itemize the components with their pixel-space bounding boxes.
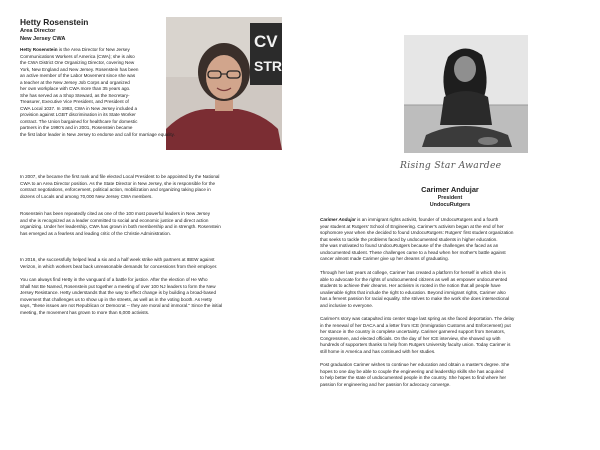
hetty-bio-line: a teacher at the New Jersey Job Corps and organized <box>20 79 130 85</box>
hetty-paragraph-line: contract negotiations, enforcement, political action, mobilization and organizing taking place in <box>20 187 211 192</box>
carimer-andujar-photo <box>404 35 528 153</box>
hetty-bio-line: the first labor leader in New Jersey to endorse and call for marriage equality. <box>20 131 175 137</box>
hetty-rosenstein-photo <box>166 17 282 150</box>
hetty-bio-line: an active member of the Labor Movement since she was <box>20 73 136 78</box>
carimer-paragraph-line: to help better the state of undocumented people in the country. She hopes to find where her <box>320 375 507 380</box>
carimer-paragraph-line: unalienable rights that include the right to education. Beyond immigrant rights, Carimer also <box>320 289 506 295</box>
carimer-paragraph-line: year student at Rutgers' School of Engineering. Carimer's activism began at the end of her <box>320 223 504 229</box>
hetty-bio-line: York, New England and New Jersey. Rosenstein has been <box>20 66 139 72</box>
carimer-paragraph-line: and inclusive to everyone. <box>320 302 374 308</box>
hetty-bio-line: her own workplace with CWA more than 35 years ago. <box>20 86 131 91</box>
carimer-paragraph-line: that seeks to tackle the problems faced by undocumented students in higher education. <box>320 236 498 242</box>
hetty-bio-line: Hetty Rosenstein is the Area Director for New Jersey <box>20 47 130 52</box>
hetty-bio-line: Treasurer, Executive Vice President, and President of <box>20 99 129 104</box>
portrait-image <box>404 35 528 153</box>
carimer-paragraph-line: hopes to one day be able to couple the engineering and leadership skills she has acquired <box>320 368 504 374</box>
awardee-role: President <box>437 195 463 201</box>
bio-lead-name: Carimer Andujar <box>320 217 356 222</box>
honoree-title: Area Director <box>20 28 56 34</box>
hetty-paragraph-line: organizing. Under her leadership, CWA has grown in both membership and in strength. Rosenstein <box>20 224 221 229</box>
hetty-paragraph-line: Rosenstein has been repeatedly cited as one of the 100 most powerful leaders in New Jersey <box>20 211 210 216</box>
carimer-paragraph-line: Carimer Andujar is an immigrant rights activist, founder of UndocuRutgers and a fourth <box>320 217 499 222</box>
hetty-paragraph-line: Jersey Resistance. Hetty understands that the way to effect change is by building a broad-based <box>20 290 217 295</box>
carimer-paragraph-line: passion for engineering and her passion for advocacy converge. <box>320 381 451 387</box>
hetty-paragraph-line: says, "these issues are not Republican or Democrat -- they are moral and immoral." Since the initial <box>20 303 223 308</box>
carimer-paragraph-line: Post graduation Carimer wishes to continue her education and obtain a master's degree. She <box>320 362 510 367</box>
hetty-paragraph-line: meeting, the movement has grown to more than 6,000 activists. <box>20 309 150 315</box>
hetty-bio-line: the CWA District One Organizing Director, covering New <box>20 60 135 65</box>
hetty-paragraph-line: Shall Not Be Named, Rosenstein put together a meeting of over 100 NJ leaders to form the New <box>20 283 216 289</box>
sign-text-1: CV <box>254 32 278 51</box>
carimer-paragraph-line: Carimer's story was catapulted into center stage last spring as she faced deportation. The delay <box>320 316 515 321</box>
hetty-paragraph-line: movement that challenges us to show up in the streets, as well as in the voting booth. As Hetty <box>20 296 213 302</box>
carimer-paragraph-line: in the renewal of her DACA and a letter from ICE (Immigration Customs and Enforcement) put <box>320 322 511 328</box>
hetty-paragraph-line: Verizon, in which workers beat back unreasonable demands for concessions from their employer. <box>20 263 218 269</box>
hetty-paragraph-line: In 2007, she became the first rank and file elected Local President to be appointed by the National <box>20 174 220 179</box>
hetty-paragraph-line: You can always find Hetty in the vanguard of a battle for justice. After the election of He Who <box>20 277 208 282</box>
carimer-paragraph-line: has a fervent passion for racial equality. She strives to make the work she does intersectional <box>320 296 510 301</box>
carimer-paragraph-line: Through her last years at college, Carimer has created a platform for herself in which she is <box>320 270 506 275</box>
carimer-paragraph-line: students to achieve their dreams. Her activism is rooted in the notion that all people have <box>320 283 501 288</box>
hetty-paragraph-line: and she is recognized as a leader committed to social and economic justice and direct action <box>20 217 209 223</box>
portrait-image <box>166 17 282 150</box>
hetty-bio-line: Communications Workers of America (CWA); she is also <box>20 53 135 59</box>
carimer-paragraph-line: She was motivated to found UndocuRutgers because of the challenges she faced as an <box>320 243 499 248</box>
hetty-bio-line: provision against LGBT discrimination in its State Worker <box>20 112 136 117</box>
hetty-bio-line: CWA Local 1037. In 1983, CWA in New Jersey included a <box>20 105 138 111</box>
honoree-name-heading: Hetty Rosenstein <box>20 17 89 27</box>
hetty-paragraph-line: In 2016, she successfully helped lead a six and a half week strike with partners at IBEW against <box>20 257 215 262</box>
carimer-paragraph-line: hundreds of supporters thanks to help from Rutgers University faculty union. Today Carimer is <box>320 342 511 347</box>
hetty-bio-line: partners in the 1990's and in 2001, Rosenstein became <box>20 125 133 130</box>
hetty-paragraph-line: CWA to an Area Director position. As the State Director in New Jersey, she is responsible for the <box>20 180 216 186</box>
carimer-paragraph-line: still home in America and has continued with her studies. <box>320 348 436 354</box>
carimer-paragraph-line: sophomore year when she decided to found UndocuRutgers: Rutgers' first student organization <box>320 230 514 235</box>
awardee-name-heading: Carimer Andujar <box>421 185 479 194</box>
carimer-paragraph-line: her stance in the country in complete uncertainty. Carimer garnered support from Senators, <box>320 329 506 334</box>
hetty-paragraph-line: has emerged as a fearless and leading critic of the Christie Administration. <box>20 230 171 236</box>
hetty-bio-line: She has served as a Shop Steward, as the Secretary- <box>20 92 130 98</box>
carimer-paragraph-line: undocumented student. These challenges came to a head when her mother's battle against <box>320 249 506 255</box>
honoree-organization: New Jersey CWA <box>20 36 66 42</box>
bio-lead-name: Hetty Rosenstein <box>20 47 58 52</box>
sign-text-2: STR <box>254 58 282 74</box>
awardee-organization: UndocuRutgers <box>429 202 471 208</box>
hetty-bio-line: contract. The Union bargained for healthcare for domestic <box>20 118 138 124</box>
award-title: Rising Star Awardee <box>400 160 502 171</box>
carimer-paragraph-line: cancer almost made Carimer give up her dreams of graduating. <box>320 256 449 261</box>
right-page <box>300 0 600 450</box>
carimer-paragraph-line: able to advocate for the rights of undocumented citizens as well as empower undocumented <box>320 276 508 282</box>
carimer-paragraph-line: Congressmen, and elected officials. On the day of her ICE interview, she showed up with <box>320 335 501 341</box>
hetty-paragraph-line: dozens of Locals and among 70,000 New Jersey CWA members. <box>20 193 153 199</box>
